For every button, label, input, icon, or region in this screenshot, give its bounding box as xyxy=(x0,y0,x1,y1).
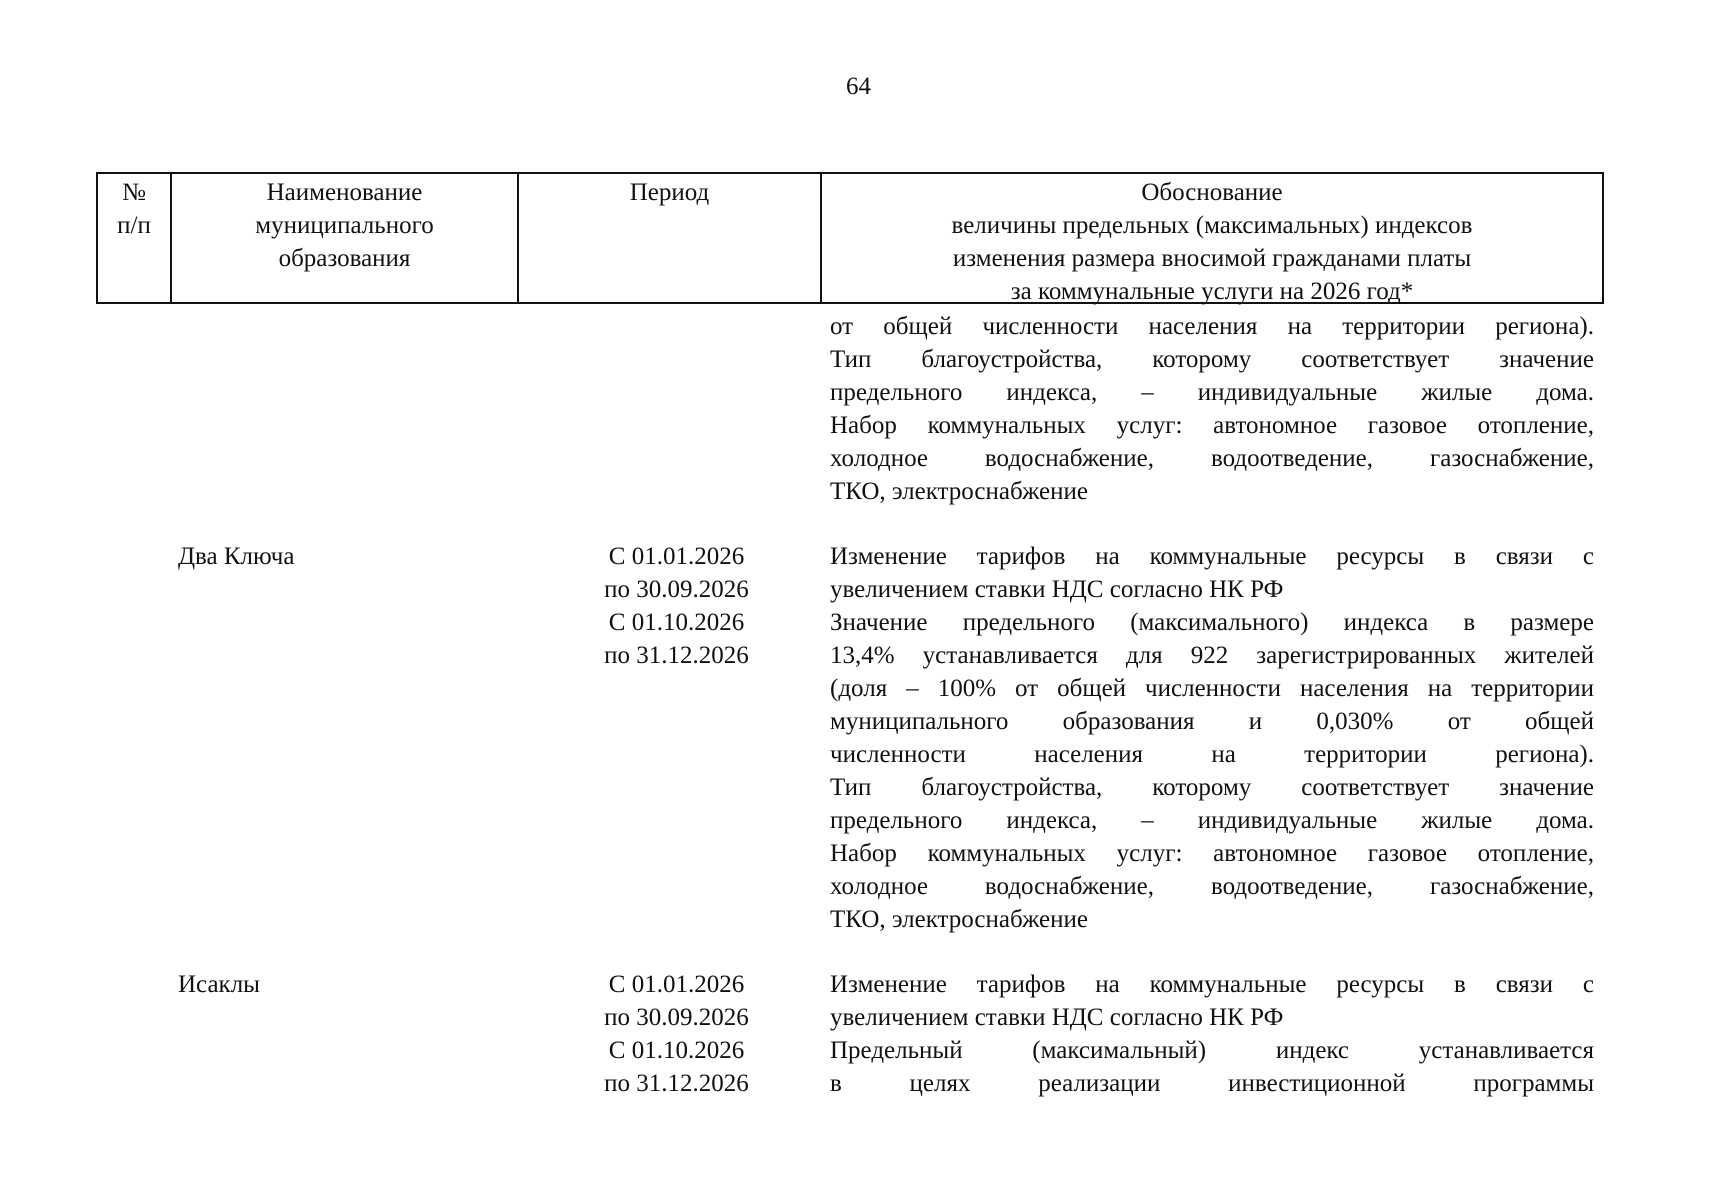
header-municipality: Наименование муниципального образования xyxy=(170,174,517,302)
page-number: 64 xyxy=(846,73,871,100)
header-number: № п/п xyxy=(117,179,151,239)
tariff-index-table xyxy=(96,172,1604,1100)
table-row-continuation xyxy=(96,310,1604,508)
period-cell: С 01.01.2026 по 30.09.2026 С 01.10.2026 по 31.12.2026 xyxy=(604,543,749,669)
header-period: Период xyxy=(517,174,820,302)
municipality-name: Исаклы xyxy=(178,971,260,998)
basis-text: Изменение тарифов на коммунальные ресурсы в связи с увеличением ставки НДС согласно НК РФ Предельный (максимальный) индекс устанавливается в целях реализации инвестиционной программы xyxy=(830,971,1594,1097)
header-basis: Обоснование величины предельных (максимальных) индексов изменения размера вносимой гражданами платы за коммунальные услуги на 2026 год* xyxy=(820,174,1602,302)
municipality-name: Два Ключа xyxy=(178,543,295,570)
period-cell: С 01.01.2026 по 30.09.2026 С 01.10.2026 по 31.12.2026 xyxy=(604,971,749,1097)
basis-text: Изменение тарифов на коммунальные ресурсы в связи с увеличением ставки НДС согласно НК РФ Значение предельного (максимального) индекса в размере 13,4% устанавливается для 922 зарегистрированных жителей (доля – 100% от общей численности населения на территории муниципального образования и 0,030% от общей численности населения на территории региона). Тип благоустройства, которому соответствует значение предельного индекса, – индивидуальные жилые дома. Набор коммунальных услуг: автономное газовое отопление, холодное водоснабжение, водоотведение, газоснабжение, ТКО, электроснабжение xyxy=(830,543,1594,933)
table-row xyxy=(96,968,1604,1100)
table-row xyxy=(96,540,1604,936)
basis-text: от общей численности населения на территории региона). Тип благоустройства, которому соответствует значение предельного индекса, – индивидуальные жилые дома. Набор коммунальных услуг: автономное газовое отопление, холодное водоснабжение, водоотведение, газоснабжение, ТКО, электроснабжение xyxy=(830,313,1594,505)
table-header-row xyxy=(96,172,1604,304)
